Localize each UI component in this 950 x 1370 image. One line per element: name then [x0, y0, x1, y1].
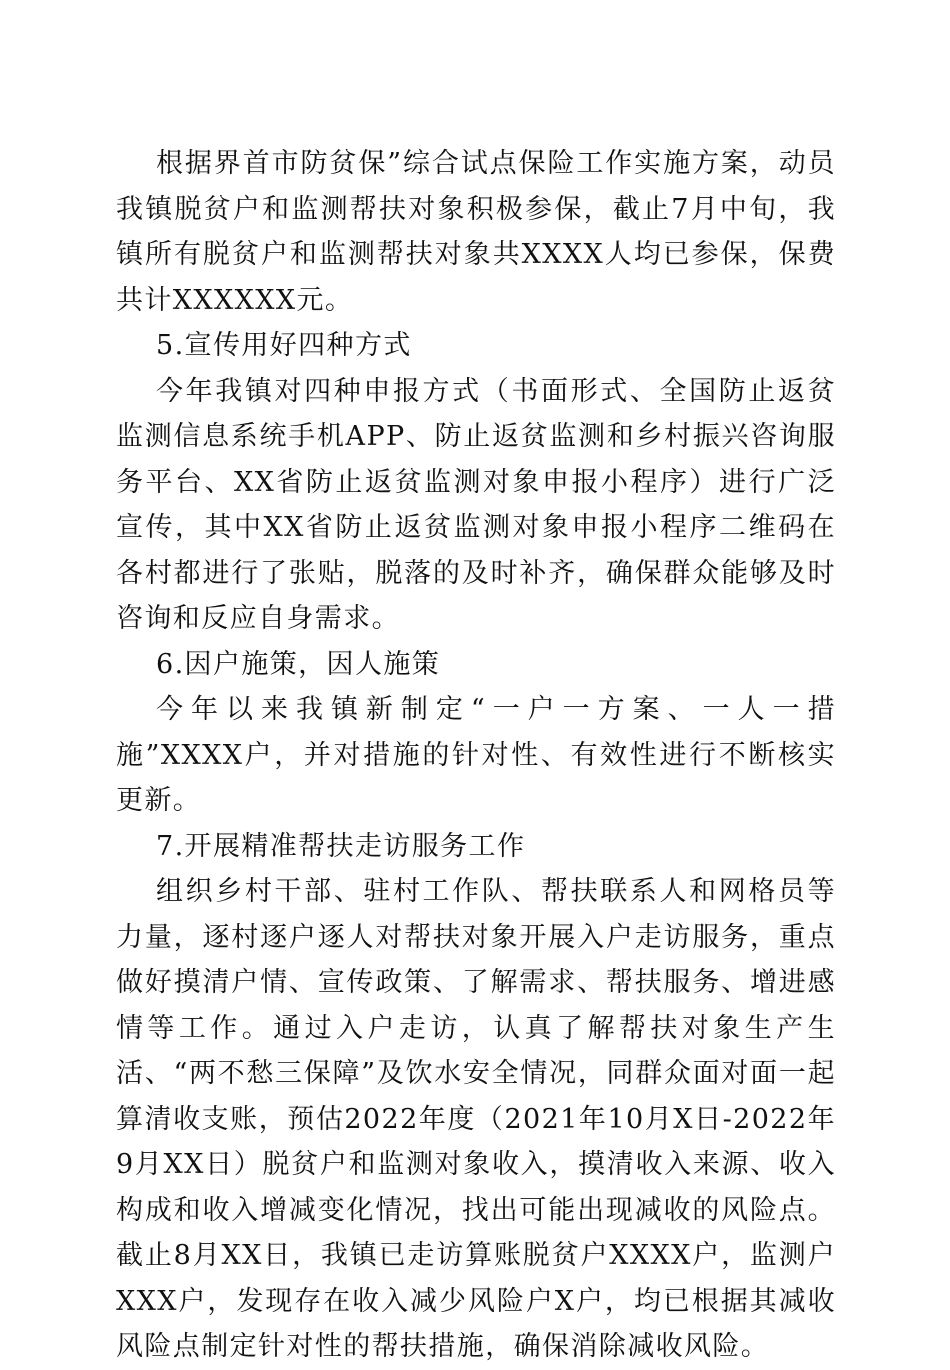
document-body [116, 141, 836, 1370]
paragraph-publicity: 今年我镇对四种申报方式（书面形式、全国防止返贫监测信息系统手机APP、防止返贫监测和乡村振兴咨询服务平台、XX省防止返贫监测对象申报小程序）进行广泛宣传，其中XX省防止返贫监测对象申报小程序二维码在各村都进行了张贴，脱落的及时补齐，确保群众能够及时咨询和反应自身需求。 [116, 375, 836, 634]
heading-publicity: 5.宣传用好四种方式 [156, 330, 412, 361]
heading-visit-service: 7.开展精准帮扶走访服务工作 [156, 830, 526, 862]
paragraph-insurance: 根据界首市防贫保”综合试点保险工作实施方案，动员我镇脱贫户和监测帮扶对象积极参保，截止7月中旬，我镇所有脱贫户和监测帮扶对象共XXXX人均已参保，保费共计XXXXXX元。 [116, 148, 836, 316]
paragraph-visit-service: 组织乡村干部、驻村工作队、帮扶联系人和网格员等力量，逐村逐户逐人对帮扶对象开展入户走访服务，重点做好摸清户情、宣传政策、了解需求、帮扶服务、增进感情等工作。通过入户走访，认真了解帮扶对象生产生活、“两不愁三保障”及饮水安全情况，同群众面对面一起算清收支账，预估2022年度（2021年10月X日-2022年9月XX日）脱贫户和监测对象收入，摸清收入来源、收入构成和收入增减变化情况，找出可能出现减收的风险点。截止8月XX日，我镇已走访算账脱贫户XXXX户，监测户XXX户，发现存在收入减少风险户X户，均已根据其减收风险点制定针对性的帮扶措施，确保消除减收风险。 [116, 876, 836, 1362]
paragraph-targeted-policy: 今年以来我镇新制定“一户一方案、一人一措施”XXXX户，并对措施的针对性、有效性进行不断核实更新。 [116, 694, 836, 816]
heading-targeted-policy: 6.因户施策，因人施策 [156, 648, 441, 680]
